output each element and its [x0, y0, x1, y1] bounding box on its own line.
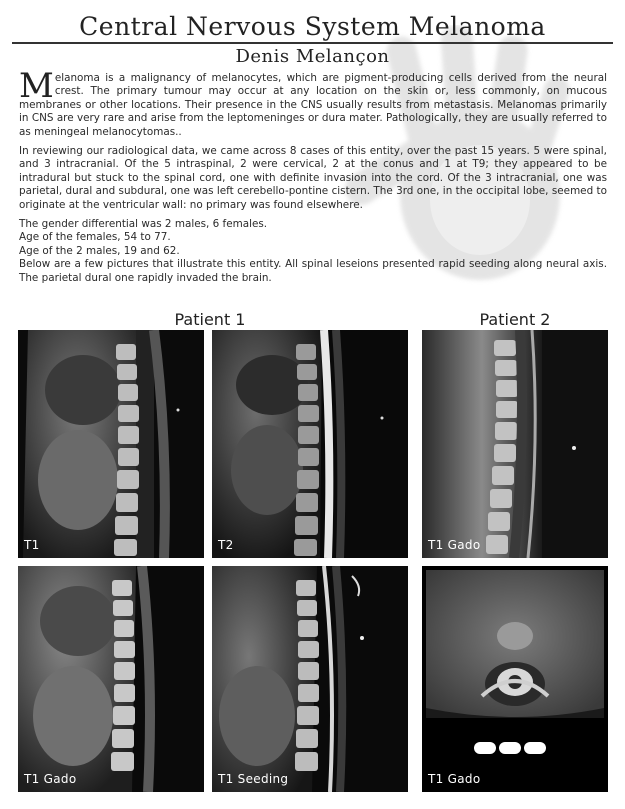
patient-2-label: Patient 2: [479, 310, 551, 329]
intro-paragraph-text: elanoma is a malignancy of melanocytes, which are pigment-producing cells derived from the neural crest. The primary tumour may occur at any location on the skin or, less commonly, on mucous membranes or other locations. Their presence in the CNS usually results from metastasis. Melanomas primarily in CNS are very rare and arise from the leptomeninges or dura mater. Pathologically, they are usually referred to as meningeal melanocytomas..: [19, 72, 607, 138]
mri-panel-t1-gado-patient2[interactable]: [422, 330, 608, 558]
female-age-line: Age of the females, 54 to 77.: [19, 231, 171, 244]
panel-label: T2: [218, 538, 234, 552]
mri-panel-t1[interactable]: [18, 330, 204, 558]
sagittal-spine-image: [422, 330, 608, 558]
panel-label: T1 Gado: [428, 538, 481, 552]
axial-spine-image: [422, 566, 608, 792]
mri-panel-t1-seeding[interactable]: [212, 566, 408, 792]
sagittal-spine-image: [212, 330, 408, 558]
drop-cap: M: [19, 66, 54, 106]
review-paragraph: In reviewing our radiological data, we came across 8 cases of this entity, over the past 15 years. 5 were spinal, and 3 intracranial. Of the 5 intraspinal, 2 were cervical, 2 at the conus and 1 at T9; they appeared to be intradural but stuck to the spinal cord, one with definite invasion into the cord. Of the 3 intracranial, one was parietal, dural and subdural, one was left cerebello-pontine cistern. The 3rd one, in the occipital lobe, seemed to originate at the ventricular wall: no primary was found elsewhere.: [19, 145, 607, 211]
title-divider: [12, 42, 613, 44]
mri-panel-t1-gado-axial[interactable]: [422, 566, 608, 792]
panel-label: T1: [24, 538, 40, 552]
article-body: [19, 66, 607, 291]
mri-panel-t2[interactable]: [212, 330, 408, 558]
intro-paragraph: [19, 66, 607, 139]
patient-1-label: Patient 1: [174, 310, 246, 329]
panel-label: T1 Gado: [428, 772, 481, 786]
gender-line: The gender differential was 2 males, 6 females.: [19, 218, 268, 231]
sagittal-spine-image: [18, 566, 204, 792]
sagittal-spine-image: [212, 566, 408, 792]
author-name: Denis Melançon: [235, 46, 390, 67]
sagittal-spine-image: [18, 330, 204, 558]
mri-panel-t1-gado-patient1[interactable]: [18, 566, 204, 792]
pictures-paragraph: Below are a few pictures that illustrate this entity. All spinal leseions presented rapid seeding along neural axis. The parietal dural one rapidly invaded the brain.: [19, 258, 607, 284]
male-age-line: Age of the 2 males, 19 and 62.: [19, 244, 180, 257]
panel-label: T1 Gado: [24, 772, 77, 786]
panel-label: T1 Seeding: [218, 772, 289, 786]
page-title: Central Nervous System Melanoma: [79, 12, 546, 41]
